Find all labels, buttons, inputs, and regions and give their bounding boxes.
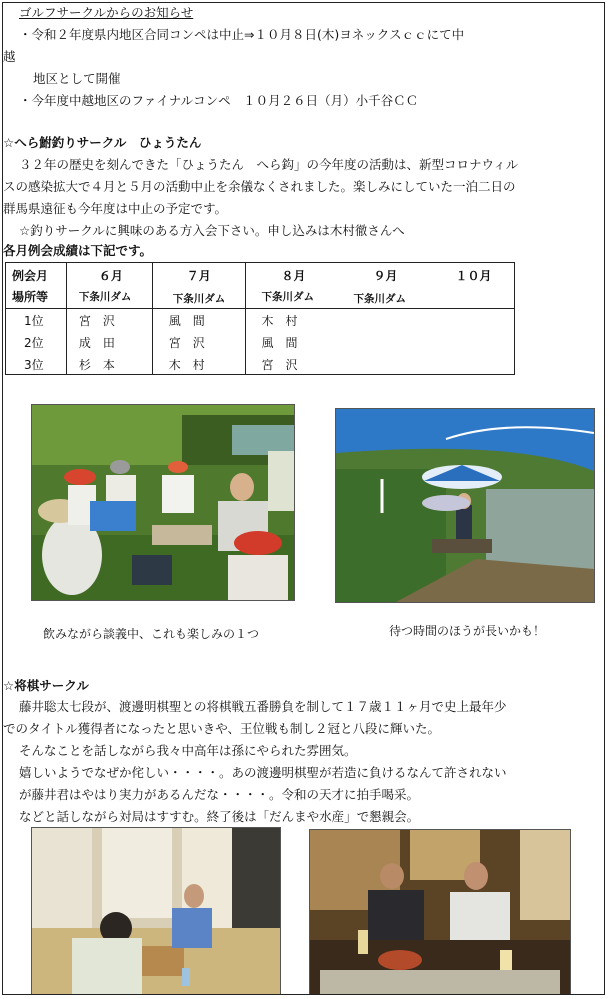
august-2nd: 風 間 xyxy=(261,336,298,350)
place-september: 下条川ダム xyxy=(353,293,407,305)
july-2nd: 宮 沢 xyxy=(168,336,205,350)
golf-line-2: 地区として開催 xyxy=(33,71,121,86)
table-july-results xyxy=(152,309,245,375)
results-heading: 各月例会成績は下記です。 xyxy=(3,243,153,258)
fishing-photo-chatting-illustration xyxy=(32,405,294,600)
header-month-label: 例会月 xyxy=(12,269,49,283)
table-aug-oct-results xyxy=(245,309,514,375)
shogi-line-4: 嬉しいようでなぜか侘しい・・・・。あの渡邊明棋聖が若造に負けるなんて許されない xyxy=(19,765,507,780)
shogi-line-1: 藤井聡太七段が、渡邊明棋聖との将棋戦五番勝負を制して１７歳１１ヶ月で史上最年少 xyxy=(19,699,507,714)
fishing-para-1-line-2: スの感染拡大で４月と５月の活動中止を余儀なくされました。楽しみにしていた一泊二日の xyxy=(3,179,516,194)
rank-1: 1位 xyxy=(24,314,44,328)
shogi-photo-party xyxy=(309,829,571,995)
shogi-photo-game xyxy=(31,827,281,995)
results-table xyxy=(5,262,515,375)
august-1st: 木 村 xyxy=(261,314,298,328)
table-june-results xyxy=(66,309,152,375)
place-june: 下条川ダム xyxy=(78,291,132,303)
june-1st: 宮 沢 xyxy=(78,314,115,328)
golf-line-1-cont: 越 xyxy=(3,49,16,64)
shogi-photo-party-illustration xyxy=(310,830,570,995)
header-place-label: 場所等 xyxy=(12,290,49,304)
caption-waiting: 待つ時間のほうが長いかも！ xyxy=(389,624,546,638)
fishing-photo-umbrella-illustration xyxy=(336,409,594,602)
august-3rd: 宮 沢 xyxy=(261,358,298,372)
newsletter-page xyxy=(2,2,605,995)
fishing-photo-chatting xyxy=(31,404,295,601)
shogi-line-5: が藤井君はやはり実力があるんだな・・・・。令和の天才に拍手喝采。 xyxy=(19,787,420,802)
table-header-july xyxy=(152,263,245,309)
golf-heading: ゴルフサークルからのお知らせ xyxy=(19,5,194,20)
month-july: ７月 xyxy=(186,269,211,283)
shogi-line-3: そんなことを話しながら我々中高年は孫にやられた雰囲気。 xyxy=(19,743,357,758)
month-august: ８月 xyxy=(281,269,306,283)
june-3rd: 杉 本 xyxy=(78,358,115,372)
fishing-photo-umbrella xyxy=(335,408,595,603)
table-header-june xyxy=(66,263,152,309)
june-2nd: 成 田 xyxy=(78,336,115,350)
month-june: ６月 xyxy=(98,269,123,283)
golf-line-1: ・令和２年度県内地区合同コンペは中止⇒１０月８日(木)ヨネックスｃｃにて中 xyxy=(19,27,465,42)
golf-line-3: ・今年度中越地区のファイナルコンペ １０月２６日（月）小千谷ＣＣ xyxy=(19,93,419,108)
july-3rd: 木 村 xyxy=(168,358,205,372)
table-header-aug-oct xyxy=(245,263,514,309)
month-september: ９月 xyxy=(373,269,398,283)
rank-2: 2位 xyxy=(24,336,44,350)
fishing-para-1-line-1: ３２年の歴史を刻んできた「ひょうたん へら鈎」の今年度の活動は、新型コロナウィル xyxy=(19,157,519,172)
fishing-heading: ☆へら鮒釣りサークル ひょうたん xyxy=(3,135,202,150)
shogi-photo-game-illustration xyxy=(32,828,280,995)
shogi-heading: ☆将棋サークル xyxy=(3,678,89,693)
shogi-line-2: でのタイトル獲得者になったと思いきや、王位戦も制し２冠と八段に輝いた。 xyxy=(3,721,441,736)
place-august: 下条川ダム xyxy=(261,291,315,303)
fishing-para-1-line-3: 群馬県遠征も今年度は中止の予定です。 xyxy=(3,201,228,216)
month-october: １０月 xyxy=(455,269,492,283)
table-ranks-cell xyxy=(6,309,67,375)
fishing-para-2: ☆釣りサークルに興味のある方入会下さい。申し込みは木村徹さんへ xyxy=(19,223,405,238)
july-1st: 風 間 xyxy=(168,314,205,328)
place-july: 下条川ダム xyxy=(172,293,226,305)
caption-chatting: 飲みながら談義中、これも楽しみの１つ xyxy=(43,627,260,641)
rank-3: 3位 xyxy=(24,358,44,372)
shogi-line-6: などと話しながら対局はすすむ。終了後は「だんまや水産」で懇親会。 xyxy=(19,809,420,824)
table-header-label-cell xyxy=(6,263,67,309)
